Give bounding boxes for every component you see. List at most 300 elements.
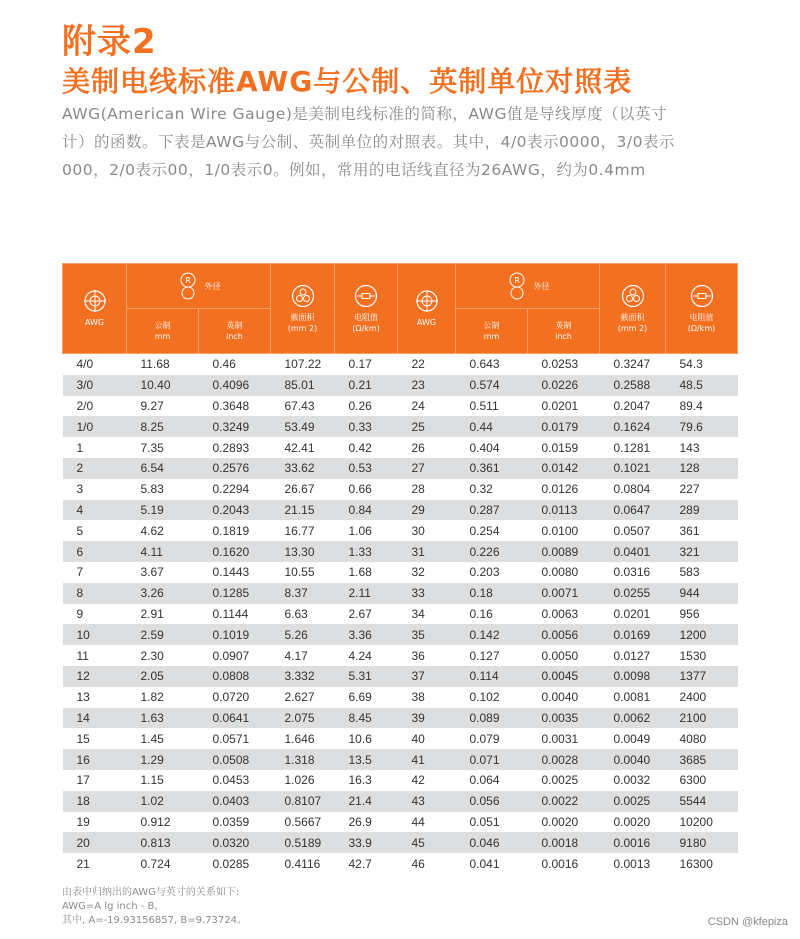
table-cell: 0.0113 bbox=[528, 500, 600, 521]
table-cell: 0.0641 bbox=[199, 708, 271, 729]
table-cell: 0.0201 bbox=[613, 606, 651, 621]
table-cell: 0.84 bbox=[335, 500, 398, 521]
table-cell: 1530 bbox=[679, 648, 707, 663]
table-cell: 0.0050 bbox=[541, 648, 579, 663]
header-resistance bbox=[335, 264, 398, 354]
table-cell: 0.21 bbox=[335, 375, 398, 396]
table-cell: 1377 bbox=[666, 666, 738, 687]
table-cell: 4 bbox=[63, 500, 127, 521]
resistor-icon bbox=[690, 284, 714, 308]
table-cell: 0.3648 bbox=[212, 398, 250, 413]
table-cell: 0.102 bbox=[469, 690, 500, 705]
table-cell: 5.31 bbox=[335, 666, 398, 687]
table-cell: 0.0453 bbox=[212, 773, 250, 788]
footnote-line-1: 由表中归纳出的AWG与英寸的关系如下: bbox=[62, 887, 240, 898]
table-cell: 26 bbox=[411, 440, 425, 455]
table-cell: 17 bbox=[76, 773, 90, 788]
table-cell: 0.0022 bbox=[528, 791, 600, 812]
table-cell: 107.22 bbox=[284, 357, 322, 372]
table-cell: 5 bbox=[76, 523, 84, 538]
table-cell: 2400 bbox=[679, 690, 707, 705]
table-cell: 3.36 bbox=[335, 624, 398, 645]
table-cell: 10.40 bbox=[127, 375, 199, 396]
table-cell: 0.127 bbox=[469, 648, 500, 663]
table-cell: 0.0507 bbox=[613, 523, 651, 538]
header-imperial-2 bbox=[528, 309, 600, 354]
table-cell: 0.254 bbox=[469, 523, 500, 538]
table-cell: 26.67 bbox=[284, 482, 315, 497]
table-cell: 0.0018 bbox=[528, 832, 600, 853]
table-cell: 0.4116 bbox=[284, 856, 321, 871]
table-cell: 0.2893 bbox=[212, 440, 250, 455]
table-cell: 11 bbox=[76, 648, 89, 663]
table-cell: 27 bbox=[398, 458, 456, 479]
header-resistance-2-l1: 电阻值 bbox=[689, 312, 714, 322]
table-cell: 1.646 bbox=[284, 731, 315, 746]
header-metric bbox=[127, 309, 199, 354]
table-cell: 33.62 bbox=[271, 458, 335, 479]
table-cell: 36 bbox=[411, 648, 425, 663]
table-cell: 128 bbox=[666, 458, 738, 479]
table-cell: 0.0255 bbox=[600, 583, 666, 604]
table-cell: 0.574 bbox=[456, 375, 528, 396]
appendix-heading: 附录2 bbox=[62, 22, 157, 62]
header-imperial-2-l2: inch bbox=[555, 332, 572, 341]
table-cell: 79.6 bbox=[666, 416, 738, 437]
table-cell: 25 bbox=[398, 416, 456, 437]
table-cell: 0.53 bbox=[335, 458, 398, 479]
table-cell: 0.1624 bbox=[600, 416, 666, 437]
table-cell: 0.5189 bbox=[271, 832, 335, 853]
table-cell: 2.67 bbox=[348, 606, 372, 621]
table-cell: 0.0020 bbox=[541, 814, 579, 829]
table-cell: 0.1819 bbox=[212, 523, 250, 538]
table-cell: 10 bbox=[63, 624, 127, 645]
table-cell: 1.33 bbox=[335, 541, 398, 562]
table-cell: 4.17 bbox=[284, 648, 308, 663]
table-row bbox=[63, 791, 738, 812]
table-cell: 7 bbox=[76, 565, 84, 580]
table-cell: 0.287 bbox=[456, 500, 528, 521]
table-cell: 53.49 bbox=[271, 416, 335, 437]
table-cell: 1.45 bbox=[140, 731, 164, 746]
table-cell: 227 bbox=[679, 482, 700, 497]
table-cell: 1 bbox=[76, 440, 84, 455]
table-cell: 0.0359 bbox=[212, 814, 250, 829]
table-cell: 30 bbox=[411, 523, 425, 538]
intro-line-1: AWG(American Wire Gauge)是美制电线标准的简称，AWG值是导线厚度（以英寸 bbox=[62, 105, 667, 123]
table-cell: 0.0179 bbox=[528, 416, 600, 437]
table-cell: 13.5 bbox=[335, 749, 398, 770]
table-cell: 0.1620 bbox=[199, 541, 271, 562]
table-cell: 24 bbox=[411, 398, 425, 413]
table-cell: 0.0907 bbox=[212, 648, 250, 663]
table-cell: 6.63 bbox=[284, 606, 308, 621]
table-cell: 2.075 bbox=[271, 708, 335, 729]
table-cell: 20 bbox=[63, 832, 127, 853]
table-cell: 2 bbox=[63, 458, 127, 479]
table-cell: 0.0028 bbox=[528, 749, 600, 770]
table-cell: 12 bbox=[63, 666, 127, 687]
header-area-l1: 截面积 bbox=[290, 312, 315, 322]
table-cell: 16 bbox=[63, 749, 127, 770]
table-cell: 0.041 bbox=[469, 856, 500, 871]
table-cell: 1.29 bbox=[127, 749, 199, 770]
table-cell: 16.77 bbox=[284, 523, 315, 538]
table-cell: 41 bbox=[398, 749, 456, 770]
table-cell: 0.0035 bbox=[528, 708, 600, 729]
table-cell: 4/0 bbox=[76, 357, 94, 372]
table-cell: 0.2043 bbox=[199, 500, 271, 521]
table-cell: 4.62 bbox=[140, 523, 164, 538]
table-cell: 13.30 bbox=[271, 541, 335, 562]
table-cell: 1.06 bbox=[348, 523, 372, 538]
table-cell: 18 bbox=[63, 791, 127, 812]
table-cell: 2.627 bbox=[284, 690, 315, 705]
table-cell: 0.0142 bbox=[528, 458, 600, 479]
header-area-l2: (mm 2) bbox=[287, 323, 318, 333]
table-cell: 0.0013 bbox=[613, 856, 651, 871]
table-cell: 0.0401 bbox=[600, 541, 666, 562]
table-cell: 321 bbox=[666, 541, 738, 562]
table-cell: 5544 bbox=[666, 791, 738, 812]
table-cell: 0.0020 bbox=[613, 814, 651, 829]
table-cell: 0.0647 bbox=[600, 500, 666, 521]
header-awg-2-label: AWG bbox=[416, 318, 437, 327]
table-row bbox=[63, 354, 738, 375]
table-cell: 0.079 bbox=[469, 731, 500, 746]
table-row bbox=[63, 437, 738, 458]
table-cell: 8 bbox=[63, 583, 127, 604]
table-cell: 0.0032 bbox=[613, 773, 651, 788]
table-cell: 89.4 bbox=[679, 398, 703, 413]
table-cell: 8.45 bbox=[335, 708, 398, 729]
table-cell: 361 bbox=[679, 523, 700, 538]
table-cell: 0.0226 bbox=[528, 375, 600, 396]
table-cell: 0.0320 bbox=[199, 832, 271, 853]
table-cell: 21.4 bbox=[335, 791, 398, 812]
table-header bbox=[63, 264, 738, 354]
table-cell: 21 bbox=[76, 856, 90, 871]
table-cell: 19 bbox=[76, 814, 90, 829]
header-awg-label: AWG bbox=[84, 318, 105, 327]
table-row bbox=[63, 770, 738, 791]
header-metric-l2: mm bbox=[154, 332, 171, 341]
diameter-icon-letter: R bbox=[513, 276, 520, 285]
table-cell: 9180 bbox=[666, 832, 738, 853]
table-cell: 0.089 bbox=[456, 708, 528, 729]
table-cell: 29 bbox=[398, 500, 456, 521]
table-cell: 0.0025 bbox=[600, 791, 666, 812]
table-row bbox=[63, 749, 738, 770]
table-row bbox=[63, 645, 738, 666]
table-row bbox=[63, 416, 738, 437]
table-cell: 0.071 bbox=[456, 749, 528, 770]
table-row bbox=[63, 396, 738, 417]
table-cell: 143 bbox=[679, 440, 700, 455]
table-cell: 8.25 bbox=[127, 416, 199, 437]
table-cell: 0.142 bbox=[456, 624, 528, 645]
table-cell: 0.0127 bbox=[613, 648, 651, 663]
table-cell: 0.17 bbox=[348, 357, 372, 372]
table-cell: 0.18 bbox=[456, 583, 528, 604]
footnote-line-2: AWG=A lg inch - B, bbox=[62, 901, 158, 912]
table-cell: 0.203 bbox=[469, 565, 500, 580]
header-awg-2 bbox=[398, 264, 456, 354]
table-cell: 4.11 bbox=[127, 541, 199, 562]
table-cell: 0.1443 bbox=[212, 565, 250, 580]
intro-line-2: 计）的函数。下表是AWG与公制、英制单位的对照表。其中，4/0表示0000，3/0表示 bbox=[62, 133, 675, 151]
header-metric-2 bbox=[456, 309, 528, 354]
table-cell: 0.1281 bbox=[613, 440, 651, 455]
header-metric-2-l2: mm bbox=[483, 332, 500, 341]
table-cell: 1.68 bbox=[348, 565, 372, 580]
table-cell: 0.0049 bbox=[613, 731, 651, 746]
awg-table bbox=[62, 263, 738, 874]
table-cell: 23 bbox=[398, 375, 456, 396]
table-cell: 0.813 bbox=[127, 832, 199, 853]
table-cell: 0.056 bbox=[456, 791, 528, 812]
header-metric-2-l1: 公制 bbox=[483, 321, 500, 330]
header-area-2-l2: (mm 2) bbox=[617, 323, 648, 333]
table-cell: 0.064 bbox=[469, 773, 500, 788]
table-cell: 2.59 bbox=[127, 624, 199, 645]
table-cell: 40 bbox=[411, 731, 425, 746]
table-cell: 0.114 bbox=[456, 666, 528, 687]
table-cell: 0.361 bbox=[456, 458, 528, 479]
crosshair-icon bbox=[415, 289, 439, 313]
table-cell: 0.1285 bbox=[199, 583, 271, 604]
table-cell: 2.05 bbox=[127, 666, 199, 687]
table-row bbox=[63, 853, 738, 874]
diameter-icon-letter: R bbox=[184, 276, 191, 285]
table-cell: 42.7 bbox=[348, 856, 372, 871]
table-cell: 34 bbox=[411, 606, 425, 621]
table-cell: 0.0063 bbox=[541, 606, 579, 621]
header-resistance-2-l2: (Ω/km) bbox=[687, 323, 716, 333]
table-cell: 48.5 bbox=[666, 375, 738, 396]
table-cell: 0.1019 bbox=[199, 624, 271, 645]
footnote bbox=[62, 886, 247, 928]
table-cell: 0.0316 bbox=[613, 565, 651, 580]
table-cell: 31 bbox=[398, 541, 456, 562]
table-cell: 85.01 bbox=[271, 375, 335, 396]
table-cell: 956 bbox=[679, 606, 700, 621]
table-row bbox=[63, 624, 738, 645]
table-cell: 0.26 bbox=[348, 398, 372, 413]
table-cell: 0.0508 bbox=[199, 749, 271, 770]
table-cell: 46 bbox=[411, 856, 425, 871]
header-imperial bbox=[199, 309, 271, 354]
table-cell: 1.318 bbox=[271, 749, 335, 770]
table-cell: 54.3 bbox=[679, 357, 703, 372]
table-cell: 67.43 bbox=[284, 398, 315, 413]
table-cell: 0.5667 bbox=[284, 814, 322, 829]
table-cell: 7.35 bbox=[140, 440, 164, 455]
table-cell: 0.0571 bbox=[212, 731, 250, 746]
table-cell: 11.68 bbox=[140, 357, 170, 372]
table-cell: 2100 bbox=[666, 708, 738, 729]
table-body bbox=[63, 354, 738, 874]
table-cell: 8.37 bbox=[271, 583, 335, 604]
table-cell: 0.2576 bbox=[199, 458, 271, 479]
diameter-icon bbox=[506, 271, 528, 301]
table-cell: 0.0720 bbox=[212, 690, 250, 705]
table-cell: 9 bbox=[76, 606, 84, 621]
table-cell: 0.0071 bbox=[528, 583, 600, 604]
table-row bbox=[63, 458, 738, 479]
table-cell: 43 bbox=[398, 791, 456, 812]
table-cell: 3.332 bbox=[271, 666, 335, 687]
crosshair-icon bbox=[83, 289, 107, 313]
table-cell: 6300 bbox=[679, 773, 707, 788]
table-cell: 6.54 bbox=[127, 458, 199, 479]
table-row bbox=[63, 666, 738, 687]
header-imperial-l2: inch bbox=[226, 332, 243, 341]
table-cell: 45 bbox=[398, 832, 456, 853]
table-cell: 6 bbox=[63, 541, 127, 562]
table-cell: 1.15 bbox=[140, 773, 164, 788]
table-cell: 0.0031 bbox=[541, 731, 579, 746]
table-cell: 0.0098 bbox=[600, 666, 666, 687]
table-cell: 26.9 bbox=[348, 814, 372, 829]
table-cell: 0.4096 bbox=[199, 375, 271, 396]
table-cell: 22 bbox=[411, 357, 425, 372]
table-cell: 0.2294 bbox=[212, 482, 250, 497]
table-cell: 0.0062 bbox=[600, 708, 666, 729]
table-cell: 2.30 bbox=[140, 648, 164, 663]
header-outer-diameter-2 bbox=[456, 264, 600, 309]
table-cell: 583 bbox=[679, 565, 700, 580]
table-row bbox=[63, 687, 738, 708]
table-cell: 2/0 bbox=[76, 398, 94, 413]
table-cell: 13 bbox=[76, 690, 90, 705]
header-area bbox=[271, 264, 335, 354]
table-cell: 944 bbox=[666, 583, 738, 604]
footnote-line-3: 其中, A=-19.93156857, B=9.73724。 bbox=[62, 915, 247, 926]
table-cell: 0.8107 bbox=[271, 791, 335, 812]
table-cell: 10.6 bbox=[348, 731, 372, 746]
resistor-icon bbox=[354, 284, 378, 308]
header-outer-diameter-2-label: 外径 bbox=[533, 281, 550, 291]
table-cell: 35 bbox=[398, 624, 456, 645]
table-cell: 0.051 bbox=[469, 814, 500, 829]
table-cell: 1.63 bbox=[127, 708, 199, 729]
table-cell: 0.0126 bbox=[541, 482, 579, 497]
table-cell: 10.55 bbox=[284, 565, 315, 580]
header-resistance-l1: 电阻值 bbox=[354, 312, 378, 322]
table-row bbox=[63, 541, 738, 562]
table-cell: 289 bbox=[666, 500, 738, 521]
table-cell: 0.404 bbox=[469, 440, 500, 455]
table-cell: 6.69 bbox=[348, 690, 372, 705]
table-cell: 1.82 bbox=[140, 690, 164, 705]
table-cell: 0.0081 bbox=[613, 690, 651, 705]
table-row bbox=[63, 812, 738, 833]
table-cell: 0.226 bbox=[456, 541, 528, 562]
table-cell: 15 bbox=[76, 731, 90, 746]
table-cell: 9.27 bbox=[140, 398, 164, 413]
table-row bbox=[63, 562, 738, 583]
table-cell: 0.2588 bbox=[600, 375, 666, 396]
table-cell: 0.0808 bbox=[199, 666, 271, 687]
table-cell: 21.15 bbox=[271, 500, 335, 521]
table-cell: 5.26 bbox=[271, 624, 335, 645]
table-cell: 44 bbox=[411, 814, 425, 829]
table-cell: 16.3 bbox=[348, 773, 372, 788]
table-cell: 3.26 bbox=[127, 583, 199, 604]
table-cell: 0.046 bbox=[456, 832, 528, 853]
table-cell: 3 bbox=[76, 482, 84, 497]
table-cell: 0.0403 bbox=[199, 791, 271, 812]
table-cell: 0.0089 bbox=[528, 541, 600, 562]
table-cell: 0.16 bbox=[469, 606, 493, 621]
page-title: 美制电线标准AWG与公制、英制单位对照表 bbox=[62, 65, 633, 98]
table-cell: 0.0159 bbox=[541, 440, 579, 455]
table-cell: 0.511 bbox=[469, 398, 499, 413]
table-row bbox=[63, 520, 738, 541]
table-cell: 33 bbox=[398, 583, 456, 604]
table-cell: 0.66 bbox=[348, 482, 372, 497]
header-outer-diameter bbox=[127, 264, 271, 309]
table-cell: 0.0285 bbox=[212, 856, 250, 871]
table-cell: 1/0 bbox=[63, 416, 127, 437]
table-cell: 14 bbox=[63, 708, 127, 729]
header-imperial-2-l1: 英制 bbox=[555, 321, 572, 330]
table-cell: 42 bbox=[411, 773, 425, 788]
header-area-2 bbox=[600, 264, 666, 354]
table-cell: 0.46 bbox=[212, 357, 236, 372]
table-cell: 0.42 bbox=[348, 440, 372, 455]
table-cell: 0.0100 bbox=[541, 523, 579, 538]
table-cell: 5.19 bbox=[127, 500, 199, 521]
table-cell: 16300 bbox=[679, 856, 713, 871]
table-cell: 42.41 bbox=[284, 440, 315, 455]
table-cell: 39 bbox=[398, 708, 456, 729]
table-cell: 0.912 bbox=[140, 814, 171, 829]
watermark: CSDN @kfepiza bbox=[707, 916, 788, 928]
table-cell: 3685 bbox=[666, 749, 738, 770]
table-cell: 0.0080 bbox=[541, 565, 579, 580]
table-cell: 0.0169 bbox=[600, 624, 666, 645]
header-awg bbox=[63, 264, 127, 354]
table-cell: 32 bbox=[411, 565, 425, 580]
header-outer-diameter-label: 外径 bbox=[204, 281, 221, 291]
table-cell: 1.026 bbox=[284, 773, 315, 788]
table-cell: 2.91 bbox=[140, 606, 164, 621]
header-imperial-l1: 英制 bbox=[226, 321, 243, 330]
table-cell: 0.643 bbox=[469, 357, 500, 372]
table-cell: 0.0040 bbox=[600, 749, 666, 770]
table-cell: 0.0253 bbox=[541, 357, 579, 372]
table-cell: 0.0025 bbox=[541, 773, 579, 788]
diameter-icon bbox=[177, 271, 199, 301]
table-cell: 0.0804 bbox=[613, 482, 651, 497]
table-cell: 0.0045 bbox=[528, 666, 600, 687]
table-cell: 1.02 bbox=[127, 791, 199, 812]
table-cell: 37 bbox=[398, 666, 456, 687]
table-cell: 4.24 bbox=[348, 648, 372, 663]
table-row bbox=[63, 728, 738, 749]
table-row bbox=[63, 583, 738, 604]
table-cell: 28 bbox=[411, 482, 425, 497]
table-row bbox=[63, 604, 738, 625]
table-cell: 0.0201 bbox=[541, 398, 579, 413]
table-cell: 5.83 bbox=[140, 482, 164, 497]
table-row bbox=[63, 500, 738, 521]
table-row bbox=[63, 479, 738, 500]
header-resistance-2 bbox=[666, 264, 738, 354]
